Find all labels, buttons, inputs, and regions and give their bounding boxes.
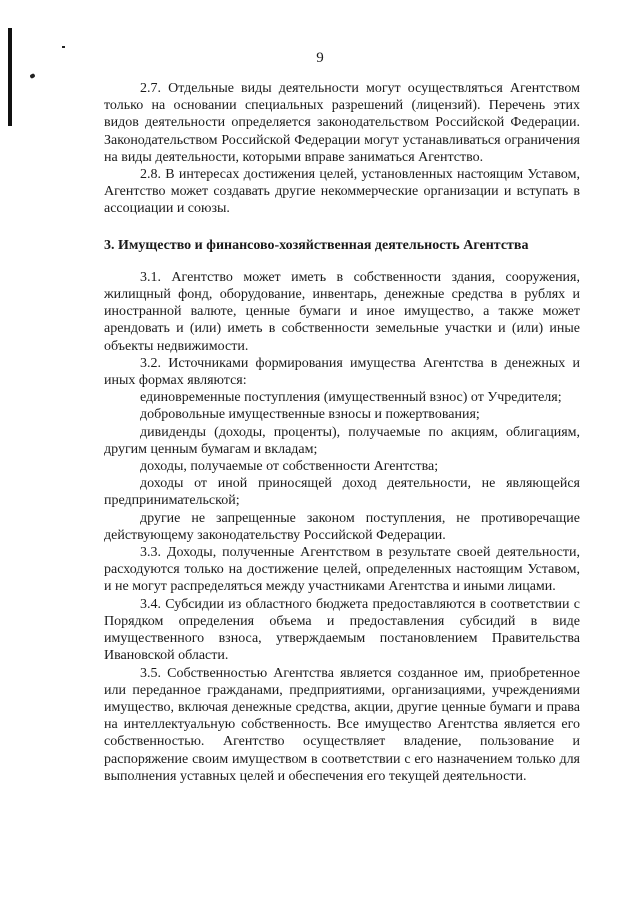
scan-speck xyxy=(29,73,35,79)
paragraph-3-3: 3.3. Доходы, полученные Агентством в результате своей деятельности, расходуются только на достижение целей, определенных настоящим Уставом, и не могут распределяться между участниками Агентства и иными лицами. xyxy=(104,545,580,595)
paragraph-2-7: 2.7. Отдельные виды деятельности могут осуществляться Агентством только на основании специальных разрешений (лицензий). Перечень этих видов деятельности определяется законодательством Российской Федерации. Законодательством Российской Федерации могут устанавливаться ограничения на виды деятельности, которыми вправе заниматься Агентство. xyxy=(104,81,580,165)
list-item: добровольные имущественные взносы и пожертвования; xyxy=(140,407,480,423)
paragraph-3-4: 3.4. Субсидии из областного бюджета предоставляются в соответствии с Порядком определения объема и предоставления субсидий в виде имущественного взноса, утверждаемым постановлением Правительства Ивановской области. xyxy=(104,596,580,664)
paragraph-3-5: 3.5. Собственностью Агентства является созданное им, приобретенное или переданное гражданами, предприятиями, организациями, учреждениями имущество, включая денежные средства, акции, другие ценные бумаги и права на интеллектуальную собственность. Все имущество Агентства является его собственностью. Агентство осуществляет владение, пользование и распоряжение своим имуществом в соответствии с его назначением только для выполнения уставных целей и обеспечения его текущей деятельности. xyxy=(104,665,580,784)
paragraph-3-2: 3.2. Источниками формирования имущества Агентства в денежных и иных формах являются: xyxy=(104,355,580,389)
page-number: 9 xyxy=(316,50,324,66)
scan-edge-mark xyxy=(8,28,12,126)
list-item: дивиденды (доходы, проценты), получаемые по акциям, облигациям, другим ценным бумагам и вкладам; xyxy=(104,424,580,457)
list-item: другие не запрещенные законом поступления, не противоречащие действующему законодательству Российской Федерации. xyxy=(104,510,580,543)
list-item: доходы, получаемые от собственности Агентства; xyxy=(140,459,439,475)
paragraph-3-1: 3.1. Агентство может иметь в собственности здания, сооружения, жилищный фонд, оборудование, инвентарь, денежные средства в рублях и иностранной валюте, ценные бумаги и иное имущество, а также может арендовать и (или) иметь в собственности земельные участки и (или) иные объекты недвижимости. xyxy=(104,269,580,354)
list-item: единовременные поступления (имущественный взнос) от Учредителя; xyxy=(140,390,562,406)
document-body xyxy=(104,80,580,785)
scan-speck xyxy=(62,46,65,48)
paragraph-2-8: 2.8. В интересах достижения целей, установленных настоящим Уставом, Агентство может создавать другие некоммерческие организации и вступать в ассоциации и союзы. xyxy=(104,167,580,217)
section-heading: 3. Имущество и финансово-хозяйственная деятельность Агентства xyxy=(104,237,529,253)
list-item: доходы от иной приносящей доход деятельности, не являющейся предпринимательской; xyxy=(104,476,580,509)
